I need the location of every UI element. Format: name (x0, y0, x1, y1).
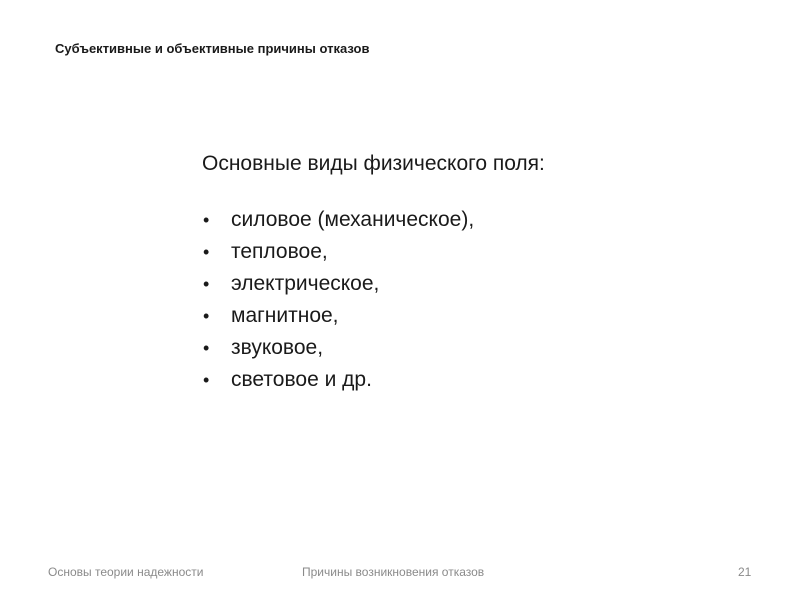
list-item (202, 268, 622, 300)
bullet-icon: • (203, 370, 210, 390)
list-item (202, 204, 622, 236)
bullet-icon: • (203, 306, 210, 326)
content-heading: Основные виды физического поля: (202, 152, 545, 175)
list-item-text: световое и др. (231, 368, 372, 391)
slide-content (202, 148, 622, 396)
bullet-icon: • (203, 242, 210, 262)
list-item (202, 332, 622, 364)
list-item-text: магнитное, (231, 304, 339, 327)
bullet-icon: • (203, 210, 210, 230)
footer-course-title: Основы теории надежности (48, 565, 204, 579)
list-item (202, 236, 622, 268)
bullet-icon: • (203, 274, 210, 294)
slide-title: Субъективные и объективные причины отказов (55, 41, 370, 56)
footer-page-number: 21 (738, 565, 752, 579)
list-item-text: тепловое, (231, 240, 328, 263)
list-item-text: электрическое, (231, 272, 380, 295)
list-item (202, 300, 622, 332)
list-item-text: звуковое, (231, 336, 324, 359)
list-item-text: силовое (механическое), (231, 208, 475, 231)
footer-topic-title: Причины возникновения отказов (302, 565, 485, 579)
bullet-icon: • (203, 338, 210, 358)
list-item (202, 364, 622, 396)
bullet-list (202, 204, 622, 396)
